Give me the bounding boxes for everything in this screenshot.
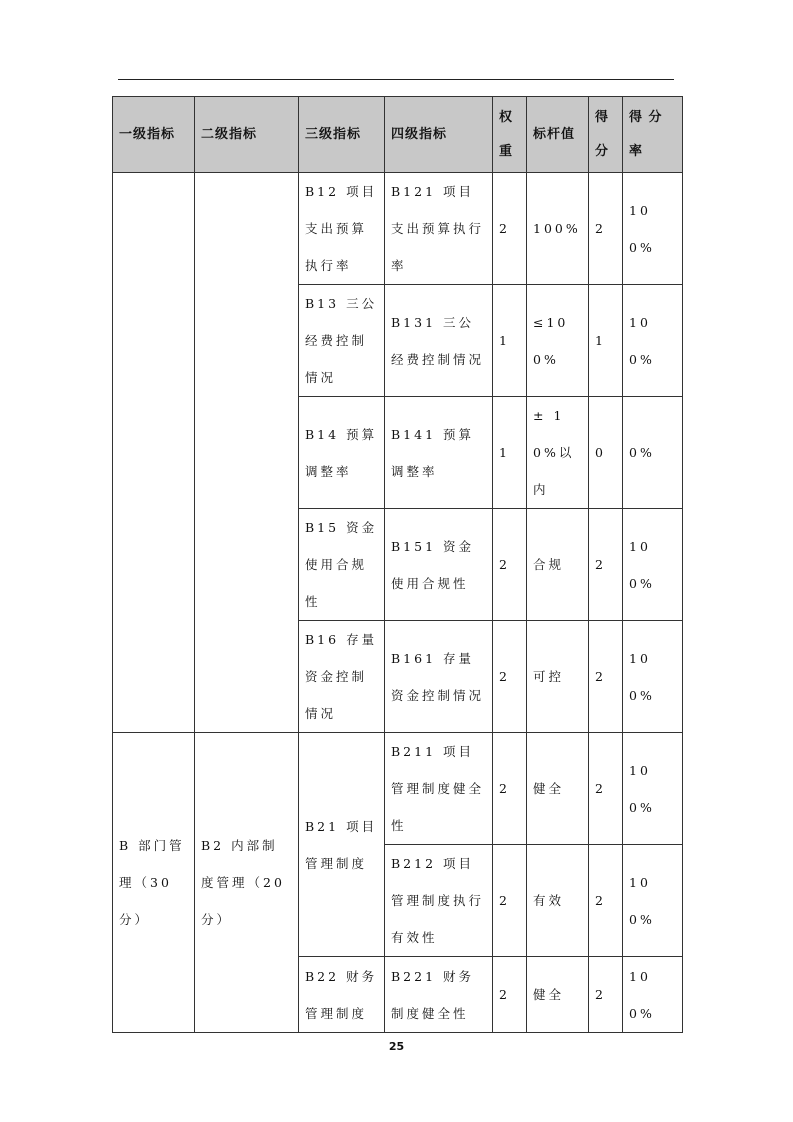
weight-cell: 2	[493, 957, 527, 1033]
rate-cell: 100%	[623, 509, 683, 621]
header-rule	[118, 79, 674, 80]
level2-cell-empty	[195, 173, 299, 733]
level4-cell: B121 项目支出预算执行率	[385, 173, 493, 285]
weight-cell: 2	[493, 845, 527, 957]
weight-cell: 2	[493, 733, 527, 845]
header-level3: 三级指标	[299, 97, 385, 173]
header-score-rate: 得 分率	[623, 97, 683, 173]
score-cell: 0	[589, 397, 623, 509]
table-row	[113, 173, 683, 285]
level3-cell: B16 存量资金控制情况	[299, 621, 385, 733]
level4-cell: B131 三公经费控制情况	[385, 285, 493, 397]
benchmark-cell: 可控	[527, 621, 589, 733]
header-weight: 权重	[493, 97, 527, 173]
weight-cell: 1	[493, 285, 527, 397]
level3-cell: B12 项目支出预算执行率	[299, 173, 385, 285]
score-cell: 2	[589, 509, 623, 621]
weight-cell: 1	[493, 397, 527, 509]
header-level2: 二级指标	[195, 97, 299, 173]
level3-cell: B21 项目管理制度	[299, 733, 385, 957]
level4-cell: B211 项目管理制度健全性	[385, 733, 493, 845]
weight-cell: 2	[493, 621, 527, 733]
page-number: 25	[388, 1040, 405, 1053]
benchmark-cell: ± 10%以内	[527, 397, 589, 509]
level3-cell: B22 财务管理制度	[299, 957, 385, 1033]
score-cell: 1	[589, 285, 623, 397]
header-score: 得分	[589, 97, 623, 173]
level4-cell: B151 资金使用合规性	[385, 509, 493, 621]
score-cell: 2	[589, 845, 623, 957]
level3-cell: B13 三公经费控制情况	[299, 285, 385, 397]
score-cell: 2	[589, 957, 623, 1033]
rate-cell: 100%	[623, 957, 683, 1033]
header-level4: 四级指标	[385, 97, 493, 173]
level4-cell: B161 存量资金控制情况	[385, 621, 493, 733]
level4-cell: B221 财务制度健全性	[385, 957, 493, 1033]
weight-cell: 2	[493, 173, 527, 285]
rate-cell: 100%	[623, 173, 683, 285]
rate-cell: 0%	[623, 397, 683, 509]
rate-cell: 100%	[623, 621, 683, 733]
benchmark-cell: 健全	[527, 957, 589, 1033]
indicator-table	[112, 96, 683, 1033]
benchmark-cell: ≤100%	[527, 285, 589, 397]
table-row	[113, 733, 683, 845]
benchmark-cell: 健全	[527, 733, 589, 845]
header-benchmark: 标杆值	[527, 97, 589, 173]
benchmark-cell: 100%	[527, 173, 589, 285]
benchmark-cell: 有效	[527, 845, 589, 957]
level1-cell: B 部门管理（30分）	[113, 733, 195, 1033]
score-cell: 2	[589, 733, 623, 845]
rate-cell: 100%	[623, 733, 683, 845]
level2-cell: B2 内部制度管理（20分）	[195, 733, 299, 1033]
level1-cell-empty	[113, 173, 195, 733]
score-cell: 2	[589, 621, 623, 733]
score-cell: 2	[589, 173, 623, 285]
table-header-row	[113, 97, 683, 173]
benchmark-cell: 合规	[527, 509, 589, 621]
weight-cell: 2	[493, 509, 527, 621]
level3-cell: B14 预算调整率	[299, 397, 385, 509]
level4-cell: B141 预算调整率	[385, 397, 493, 509]
level4-cell: B212 项目管理制度执行有效性	[385, 845, 493, 957]
level3-cell: B15 资金使用合规性	[299, 509, 385, 621]
header-level1: 一级指标	[113, 97, 195, 173]
rate-cell: 100%	[623, 845, 683, 957]
rate-cell: 100%	[623, 285, 683, 397]
